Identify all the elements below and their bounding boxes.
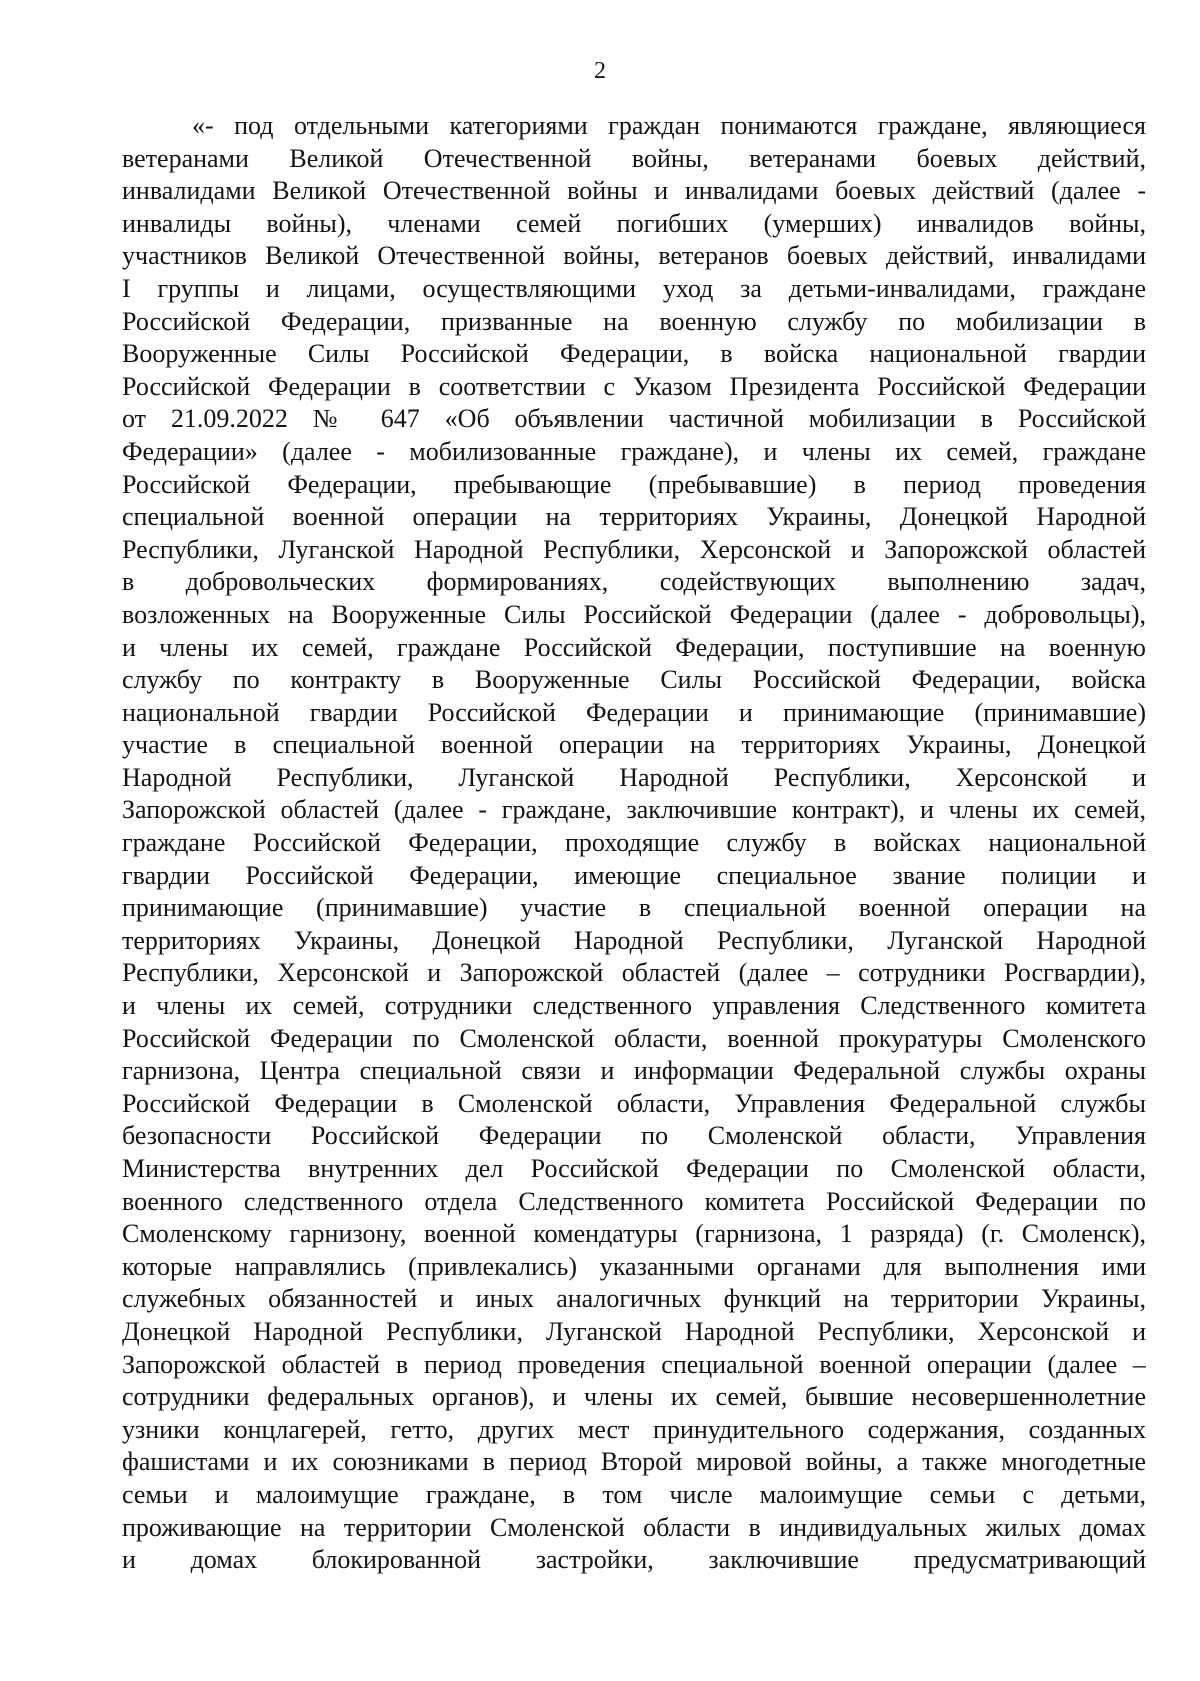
page-number: 2 bbox=[594, 58, 606, 84]
text-line: служебных обязанностей и иных аналогичных функций на территории Украины, bbox=[122, 1284, 1146, 1314]
text-line: военного следственного отдела Следственного комитета Российской Федерации по bbox=[122, 1186, 1146, 1216]
text-line: в добровольческих формированиях, содействующих выполнению задач, bbox=[122, 567, 1146, 597]
text-line: гвардии Российской Федерации, имеющие специальное звание полиции и bbox=[122, 860, 1146, 890]
text-line: от 21.09.2022 № 647 «Об объявлении частичной мобилизации в Российской bbox=[122, 404, 1146, 434]
text-line: граждане Российской Федерации, проходящие службу в войсках национальной bbox=[122, 828, 1146, 858]
text-line: специальной военной операции на территориях Украины, Донецкой Народной bbox=[122, 502, 1146, 532]
text-line: участие в специальной военной операции на территориях Украины, Донецкой bbox=[122, 730, 1146, 760]
document-body bbox=[122, 110, 1146, 1577]
text-line: I группы и лицами, осуществляющими уход за детьми-инвалидами, граждане bbox=[122, 273, 1146, 303]
text-line: Республики, Херсонской и Запорожской областей (далее – сотрудники Росгвардии), bbox=[122, 958, 1146, 988]
text-line: Министерства внутренних дел Российской Федерации по Смоленской области, bbox=[122, 1154, 1146, 1183]
text-line: территориях Украины, Донецкой Народной Республики, Луганской Народной bbox=[122, 925, 1146, 955]
text-line: которые направлялись (привлекались) указанными органами для выполнения ими bbox=[122, 1251, 1146, 1281]
text-line: Российской Федерации по Смоленской области, военной прокуратуры Смоленского bbox=[122, 1023, 1146, 1053]
text-line: «- под отдельными категориями граждан понимаются граждане, являющиеся bbox=[192, 111, 1146, 140]
text-line: гарнизона, Центра специальной связи и информации Федеральной службы охраны bbox=[122, 1056, 1146, 1086]
text-line: Российской Федерации в Смоленской области, Управления Федеральной службы bbox=[122, 1088, 1146, 1118]
text-line: национальной гвардии Российской Федерации и принимающие (принимавшие) bbox=[122, 697, 1146, 727]
text-line: инвалидами Великой Отечественной войны и инвалидами боевых действий (далее - bbox=[122, 176, 1146, 206]
text-line: Запорожской областей в период проведения специальной военной операции (далее – bbox=[122, 1349, 1146, 1379]
text-line: и члены их семей, граждане Российской Федерации, поступившие на военную bbox=[122, 632, 1146, 662]
text-line: участников Великой Отечественной войны, ветеранов боевых действий, инвалидами bbox=[122, 241, 1146, 271]
text-line: фашистами и их союзниками в период Второй мировой войны, а также многодетные bbox=[122, 1447, 1146, 1477]
text-line: Российской Федерации в соответствии с Указом Президента Российской Федерации bbox=[122, 371, 1146, 401]
text-line: и домах блокированной застройки, заключившие предусматривающий bbox=[122, 1545, 1146, 1575]
text-line: Народной Республики, Луганской Народной Республики, Херсонской и bbox=[122, 762, 1146, 792]
text-line: семьи и малоимущие граждане, в том числе малоимущие семьи с детьми, bbox=[122, 1479, 1146, 1509]
text-line: Запорожской областей (далее - граждане, заключившие контракт), и члены их семей, bbox=[122, 795, 1146, 825]
text-line: Смоленскому гарнизону, военной комендатуры (гарнизона, 1 разряда) (г. Смоленск), bbox=[122, 1219, 1146, 1249]
text-line: узники концлагерей, гетто, других мест принудительного содержания, созданных bbox=[122, 1414, 1146, 1444]
text-line: проживающие на территории Смоленской области в индивидуальных жилых домах bbox=[122, 1512, 1146, 1542]
text-line: службу по контракту в Вооруженные Силы Российской Федерации, войска bbox=[122, 665, 1146, 695]
text-line: ветеранами Великой Отечественной войны, ветеранами боевых действий, bbox=[122, 143, 1146, 173]
text-line: сотрудники федеральных органов), и члены их семей, бывшие несовершеннолетние bbox=[122, 1382, 1146, 1412]
text-line: Донецкой Народной Республики, Луганской Народной Республики, Херсонской и bbox=[122, 1316, 1146, 1346]
text-line: Федерации» (далее - мобилизованные граждане), и члены их семей, граждане bbox=[122, 436, 1146, 466]
text-line: и члены их семей, сотрудники следственного управления Следственного комитета bbox=[122, 991, 1146, 1021]
text-line: Вооруженные Силы Российской Федерации, в войска национальной гвардии bbox=[122, 339, 1146, 369]
text-line: безопасности Российской Федерации по Смоленской области, Управления bbox=[122, 1121, 1146, 1151]
text-line: Российской Федерации, призванные на военную службу по мобилизации в bbox=[122, 306, 1146, 336]
text-line: Республики, Луганской Народной Республики, Херсонской и Запорожской областей bbox=[122, 534, 1146, 564]
text-line: Российской Федерации, пребывающие (пребывавшие) в период проведения bbox=[122, 469, 1146, 499]
text-line: инвалиды войны), членами семей погибших (умерших) инвалидов войны, bbox=[122, 208, 1146, 238]
text-line: возложенных на Вооруженные Силы Российской Федерации (далее - добровольцы), bbox=[122, 599, 1146, 629]
text-line: принимающие (принимавшие) участие в специальной военной операции на bbox=[122, 893, 1146, 923]
